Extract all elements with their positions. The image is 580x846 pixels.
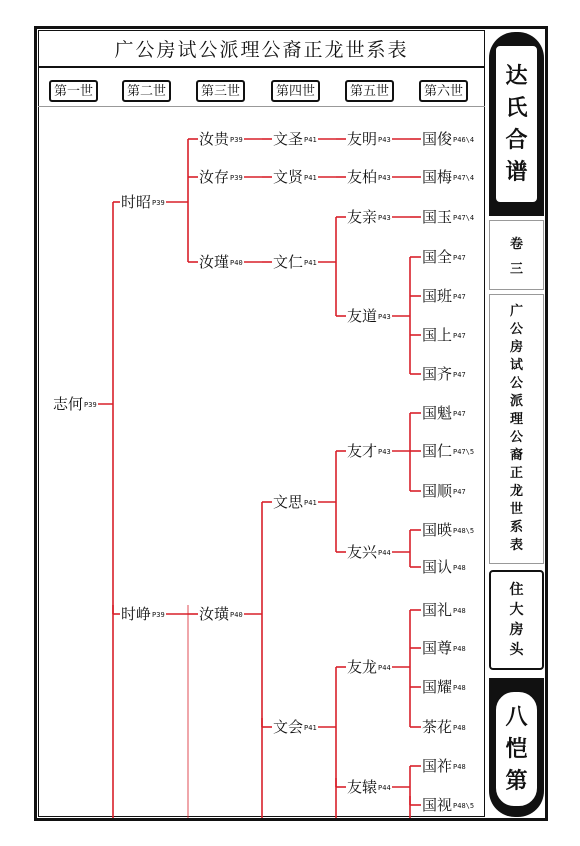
section-title: 广 公 房 试 公 派 理 公 裔 正 龙 世 系 表: [489, 294, 544, 564]
person-name: 国耀: [422, 678, 453, 696]
person-guozuo: [421, 757, 467, 776]
page-ref: P44: [378, 784, 391, 792]
person-name: 友柏: [347, 168, 378, 186]
page-ref: P43: [378, 313, 391, 321]
person-name: 友兴: [347, 543, 378, 561]
page-ref: P48: [453, 684, 466, 692]
page-ref: P41: [304, 499, 317, 507]
person-name: 茶花: [422, 718, 453, 736]
side-bottom-char-1: 八: [505, 704, 528, 730]
person-name: 汝瑾: [199, 253, 230, 271]
person-youxing: [346, 543, 392, 562]
person-youlong: [346, 658, 392, 677]
person-name: 国仁: [422, 442, 453, 460]
person-name: 国顺: [422, 482, 453, 500]
page-ref: P44: [378, 664, 391, 672]
page-ref: P48: [453, 564, 466, 572]
person-name: 汝贵: [199, 130, 230, 148]
person-name: 友亲: [347, 208, 378, 226]
page-ref: P48\5: [453, 802, 475, 810]
generation-label-2: 第二世: [122, 80, 171, 102]
volume-label: 卷 三: [489, 220, 544, 290]
person-guoshang: [421, 326, 467, 345]
person-wensi: [272, 493, 318, 512]
person-wensheng: [272, 130, 318, 149]
person-name: 国尊: [422, 639, 453, 657]
person-name: 国全: [422, 248, 453, 266]
page-ref: P43: [378, 136, 391, 144]
person-name: 时昭: [121, 193, 152, 211]
person-guoyao: [421, 678, 467, 697]
person-guoban: [421, 287, 467, 306]
person-guoli: [421, 601, 467, 620]
page-ref: P40: [230, 259, 243, 267]
person-youqin: [346, 208, 392, 227]
page-ref: P39: [230, 174, 243, 182]
person-name: 国梅: [422, 168, 453, 186]
generation-label-3: 第三世: [196, 80, 245, 102]
person-youdao: [346, 307, 392, 326]
page-ref: P39: [152, 199, 165, 207]
page-ref: P41: [304, 724, 317, 732]
person-guozun: [421, 639, 467, 658]
person-guoyu: [421, 208, 475, 227]
page-ref: P47: [453, 371, 466, 379]
person-name: 文仁: [273, 253, 304, 271]
person-name: 文圣: [273, 130, 304, 148]
person-guoshun: [421, 482, 467, 501]
person-shizheng: [120, 605, 166, 624]
person-name: 文贤: [273, 168, 304, 186]
page-ref: P47: [453, 488, 466, 496]
side-bottom-char-3: 第: [505, 768, 528, 794]
side-top-char-2: 氏: [505, 95, 528, 121]
page-ref: P47: [453, 332, 466, 340]
person-zhihe: [52, 395, 98, 414]
person-name: 友龙: [347, 658, 378, 676]
person-name: 友道: [347, 307, 378, 325]
page-ref: P41: [304, 259, 317, 267]
person-name: 国班: [422, 287, 453, 305]
side-top-char-1: 达: [505, 63, 528, 89]
person-rucun: [198, 168, 244, 187]
page-ref: P47: [453, 293, 466, 301]
person-rujin: [198, 253, 244, 272]
person-name: 友才: [347, 442, 378, 460]
person-name: 友辕: [347, 778, 378, 796]
person-name: 国俊: [422, 130, 453, 148]
page-ref: P46\4: [453, 136, 475, 144]
person-guoren2: [421, 558, 467, 577]
person-name: 志何: [53, 395, 84, 413]
person-wenren: [272, 253, 318, 272]
person-guoying: [421, 521, 475, 540]
person-name: 文思: [273, 493, 304, 511]
clan-register-badge: [489, 32, 544, 216]
person-guojun: [421, 130, 475, 149]
person-name: 时峥: [121, 605, 152, 623]
page-ref: P48: [453, 607, 466, 615]
person-youming: [346, 130, 392, 149]
person-name: 国暎: [422, 521, 453, 539]
page-ref: P47: [453, 410, 466, 418]
person-name: 国玉: [422, 208, 453, 226]
person-ruqiong: [198, 605, 244, 624]
generation-label-1: 第一世: [49, 80, 98, 102]
page-ref: P39: [84, 401, 97, 409]
person-name: 国视: [422, 796, 453, 814]
person-guoren: [421, 442, 475, 461]
page-ref: P47: [453, 254, 466, 262]
page-ref: P43: [378, 174, 391, 182]
page-ref: P48: [453, 724, 466, 732]
person-guoshi: [421, 796, 475, 815]
side-top-char-4: 谱: [505, 159, 528, 185]
page-ref: P44: [378, 549, 391, 557]
page-ref: P47\4: [453, 214, 475, 222]
person-name: 友明: [347, 130, 378, 148]
person-youcai: [346, 442, 392, 461]
generation-label-5: 第五世: [345, 80, 394, 102]
side-top-char-3: 合: [505, 127, 528, 153]
person-youyuan: [346, 778, 392, 797]
person-wenhui: [272, 718, 318, 737]
person-wenxian: [272, 168, 318, 187]
person-guoquan: [421, 248, 467, 267]
person-name: 国魁: [422, 404, 453, 422]
page-title: 广公房试公派理公裔正龙世系表: [38, 30, 485, 68]
person-name: 文会: [273, 718, 304, 736]
person-rugui: [198, 130, 244, 149]
person-name: 汝璜: [199, 605, 230, 623]
person-chahua: [421, 718, 467, 737]
page-ref: P39: [152, 611, 165, 619]
person-name: 国上: [422, 326, 453, 344]
page-ref: P41: [304, 136, 317, 144]
side-panel: [489, 30, 544, 817]
page-ref: P47\4: [453, 174, 475, 182]
person-shizhao: [120, 193, 166, 212]
page-ref: P41: [304, 174, 317, 182]
branch-label: 住 大 房 头: [489, 570, 544, 670]
page-ref: P47\5: [453, 448, 475, 456]
person-youbai: [346, 168, 392, 187]
page-ref: P48\5: [453, 527, 475, 535]
person-name: 国祚: [422, 757, 453, 775]
person-name: 国礼: [422, 601, 453, 619]
generation-badge: [489, 678, 544, 817]
person-guoqi: [421, 365, 467, 384]
page-ref: P43: [378, 214, 391, 222]
page-ref: P43: [378, 448, 391, 456]
page-ref: P39: [230, 136, 243, 144]
generation-label-6: 第六世: [419, 80, 468, 102]
side-bottom-char-2: 恺: [505, 736, 528, 762]
page-ref: P40: [230, 611, 243, 619]
generation-label-4: 第四世: [271, 80, 320, 102]
person-guomei: [421, 168, 475, 187]
page-ref: P48: [453, 763, 466, 771]
person-name: 汝存: [199, 168, 230, 186]
person-name: 国齐: [422, 365, 453, 383]
person-guokui: [421, 404, 467, 423]
person-name: 国认: [422, 558, 453, 576]
page-ref: P48: [453, 645, 466, 653]
